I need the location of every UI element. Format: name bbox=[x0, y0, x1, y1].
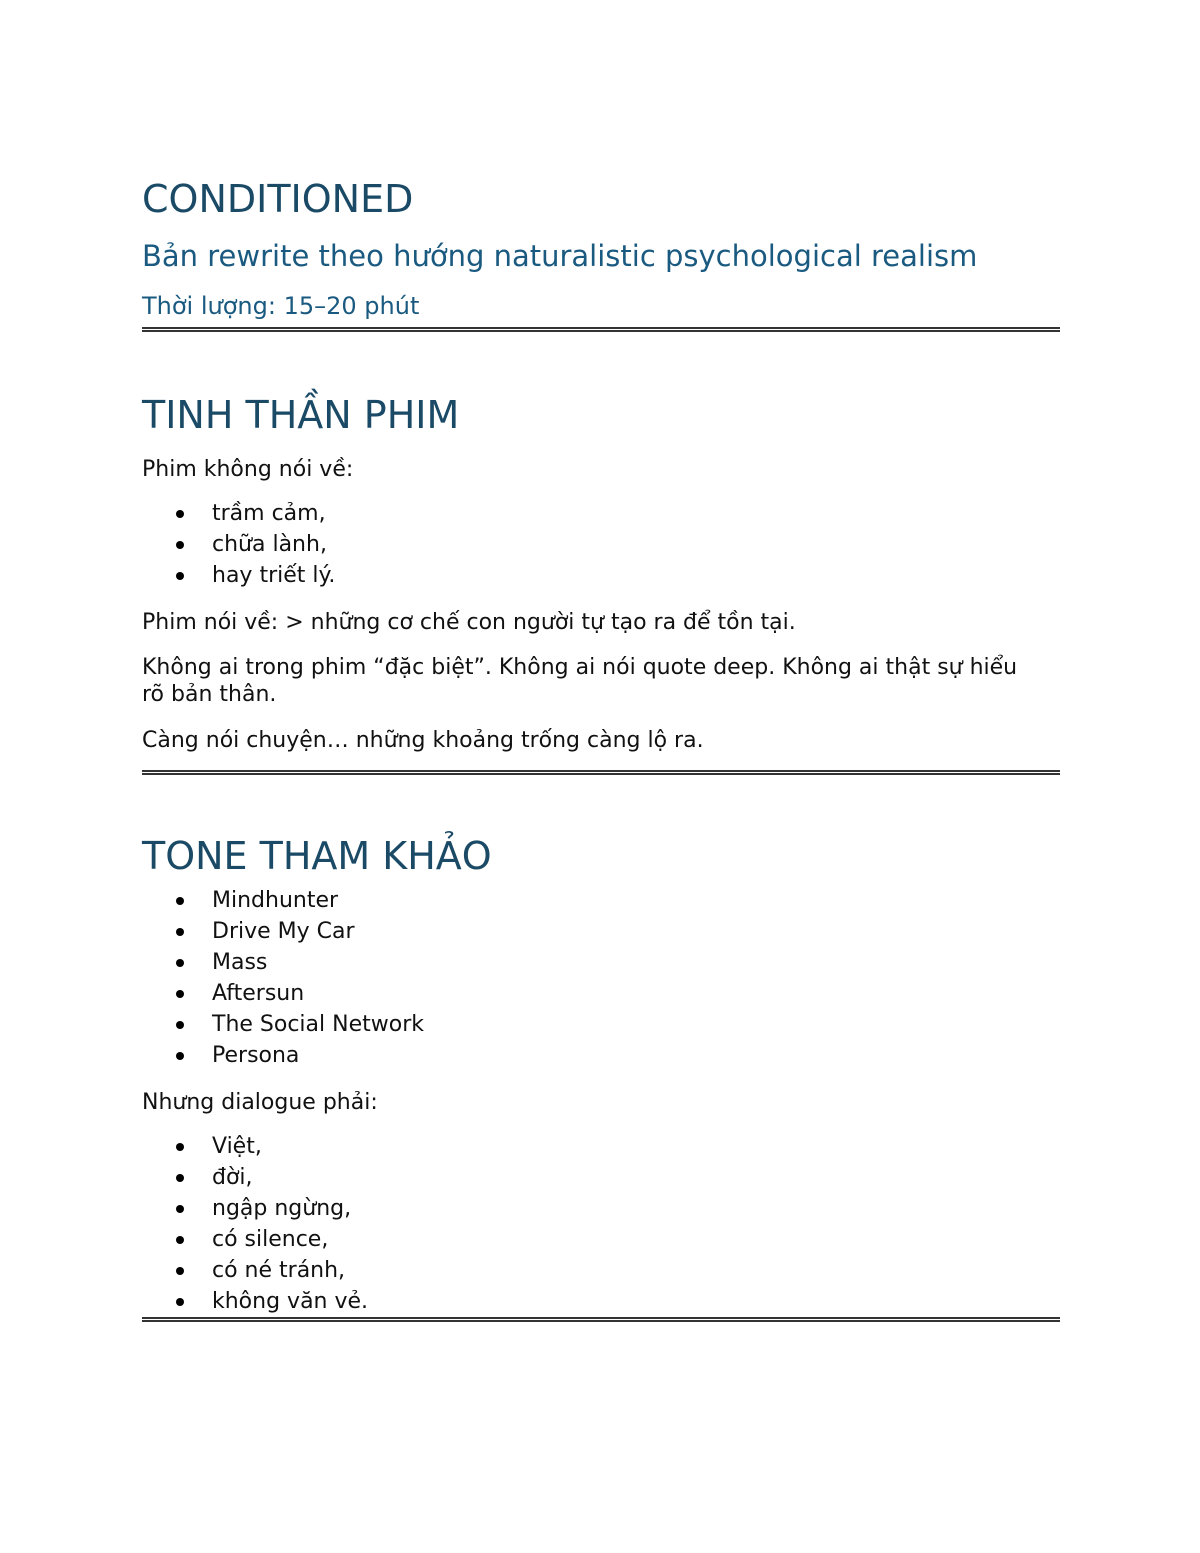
bullet-icon bbox=[176, 1174, 184, 1182]
list-item: không văn vẻ. bbox=[142, 1286, 368, 1317]
bullet-icon bbox=[176, 1205, 184, 1213]
bullet-list-themes bbox=[142, 498, 335, 591]
paragraph: Nhưng dialogue phải: bbox=[142, 1090, 378, 1115]
bullet-icon bbox=[176, 1267, 184, 1275]
bullet-icon bbox=[176, 1236, 184, 1244]
paragraph: Phim nói về: > những cơ chế con người tự tạo ra để tồn tại. bbox=[142, 610, 796, 635]
bullet-icon bbox=[176, 959, 184, 967]
bullet-list-dialogue bbox=[142, 1131, 368, 1317]
bullet-icon bbox=[176, 510, 184, 518]
bullet-icon bbox=[176, 1052, 184, 1060]
bullet-icon bbox=[176, 928, 184, 936]
list-item: The Social Network bbox=[142, 1009, 424, 1040]
bullet-icon bbox=[176, 541, 184, 549]
document-duration: Thời lượng: 15–20 phút bbox=[142, 292, 420, 320]
list-item: ngập ngừng, bbox=[142, 1193, 368, 1224]
list-item: đời, bbox=[142, 1162, 368, 1193]
section-heading-spirit: TINH THẦN PHIM bbox=[142, 393, 460, 437]
bullet-icon bbox=[176, 1143, 184, 1151]
bullet-icon bbox=[176, 897, 184, 905]
list-item: Việt, bbox=[142, 1131, 368, 1162]
list-item: có né tránh, bbox=[142, 1255, 368, 1286]
bullet-list-references bbox=[142, 885, 424, 1071]
section-heading-tone: TONE THAM KHẢO bbox=[142, 834, 492, 878]
document-title: CONDITIONED bbox=[142, 177, 414, 221]
list-item: Drive My Car bbox=[142, 916, 424, 947]
list-item: Mindhunter bbox=[142, 885, 424, 916]
bullet-icon bbox=[176, 990, 184, 998]
paragraph: Không ai trong phim “đặc biệt”. Không ai nói quote deep. Không ai thật sự hiểu rõ bản thân. bbox=[142, 655, 1018, 707]
paragraph: Càng nói chuyện… những khoảng trống càng lộ ra. bbox=[142, 728, 704, 753]
document-subtitle: Bản rewrite theo hướng naturalistic psychological realism bbox=[142, 239, 978, 273]
bullet-icon bbox=[176, 572, 184, 580]
list-item: Mass bbox=[142, 947, 424, 978]
list-item: chữa lành, bbox=[142, 529, 335, 560]
list-item: Persona bbox=[142, 1040, 424, 1071]
section-intro: Phim không nói về: bbox=[142, 457, 354, 482]
horizontal-rule bbox=[142, 770, 1060, 775]
bullet-icon bbox=[176, 1021, 184, 1029]
list-item: Aftersun bbox=[142, 978, 424, 1009]
list-item: trầm cảm, bbox=[142, 498, 335, 529]
list-item: có silence, bbox=[142, 1224, 368, 1255]
horizontal-rule bbox=[142, 1317, 1060, 1322]
list-item: hay triết lý. bbox=[142, 560, 335, 591]
horizontal-rule bbox=[142, 327, 1060, 332]
bullet-icon bbox=[176, 1298, 184, 1306]
